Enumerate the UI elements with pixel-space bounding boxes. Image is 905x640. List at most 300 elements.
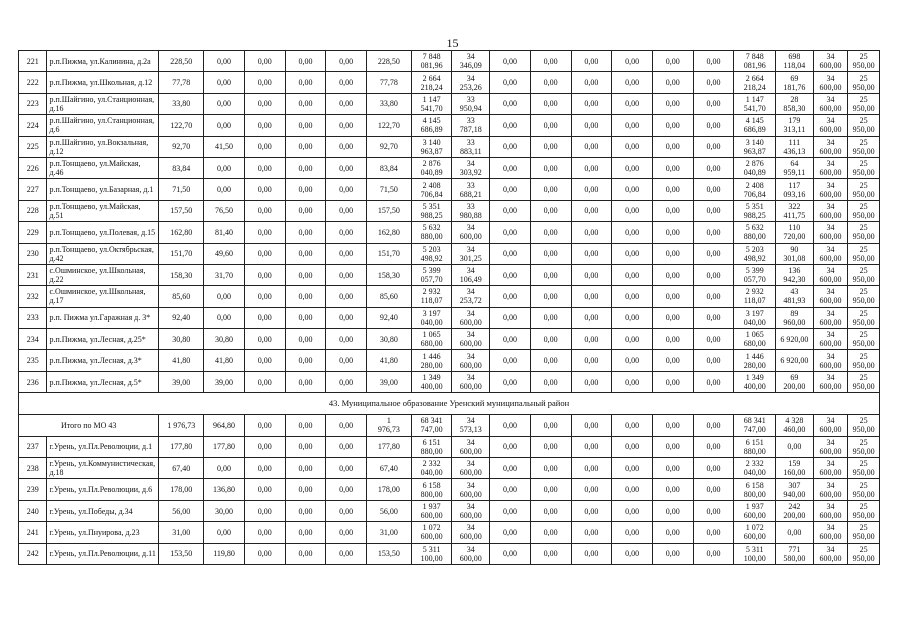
value-cell: 6 920,00: [776, 350, 814, 371]
value-cell: 67,40: [159, 458, 204, 479]
value-cell: 5 632 880,00: [734, 222, 776, 243]
value-cell: 1 072 600,00: [734, 522, 776, 543]
row-number: 241: [19, 522, 47, 543]
address-cell: г.Урень, ул.Пнуирова, д.23: [47, 522, 159, 543]
row-number: 235: [19, 350, 47, 371]
value-cell: 0,00: [652, 500, 693, 521]
value-cell: 0,00: [326, 200, 367, 221]
value-cell: 34 600,00: [452, 500, 490, 521]
value-cell: 177,80: [204, 436, 245, 457]
value-cell: 0,00: [530, 286, 571, 307]
row-number: 232: [19, 286, 47, 307]
row-number: 227: [19, 179, 47, 200]
value-cell: 0,00: [326, 222, 367, 243]
value-cell: 0,00: [530, 136, 571, 157]
value-cell: 0,00: [693, 243, 734, 264]
value-cell: 1 065 680,00: [734, 329, 776, 350]
value-cell: 0,00: [530, 93, 571, 114]
value-cell: 0,00: [490, 222, 531, 243]
value-cell: 25 950,00: [848, 307, 880, 328]
table-row: [19, 157, 880, 178]
value-cell: 0,00: [652, 222, 693, 243]
address-cell: р.п.Тонщаево, ул.Майская, д.51: [47, 200, 159, 221]
value-cell: 69 181,76: [776, 72, 814, 93]
table-row: [19, 329, 880, 350]
value-cell: 0,00: [530, 51, 571, 72]
value-cell: 6 920,00: [776, 329, 814, 350]
value-cell: 0,00: [204, 157, 245, 178]
value-cell: 178,00: [367, 479, 412, 500]
value-cell: 177,80: [367, 436, 412, 457]
value-cell: 0,00: [693, 479, 734, 500]
value-cell: 0,00: [693, 436, 734, 457]
value-cell: 0,00: [490, 329, 531, 350]
value-cell: 162,80: [367, 222, 412, 243]
value-cell: 2 332 040,00: [734, 458, 776, 479]
address-cell: р.п.Тонщаево, ул.Майская, д.46: [47, 157, 159, 178]
value-cell: 0,00: [612, 222, 653, 243]
table-row: [19, 479, 880, 500]
value-cell: 5 203 498,92: [411, 243, 452, 264]
value-cell: 0,00: [612, 286, 653, 307]
value-cell: 25 950,00: [848, 543, 880, 564]
table-row: [19, 436, 880, 457]
value-cell: 34 600,00: [813, 157, 848, 178]
value-cell: 0,00: [326, 500, 367, 521]
value-cell: 0,00: [326, 157, 367, 178]
value-cell: 0,00: [490, 371, 531, 392]
value-cell: 0,00: [571, 543, 612, 564]
address-cell: р.п.Пижма, ул.Лесная, д.3*: [47, 350, 159, 371]
address-cell: р.п.Тонщаево, ул.Полевая, д.15: [47, 222, 159, 243]
value-cell: 0,00: [612, 307, 653, 328]
value-cell: 0,00: [244, 51, 285, 72]
value-cell: 0,00: [326, 436, 367, 457]
value-cell: 0,00: [693, 115, 734, 136]
value-cell: 136,80: [204, 479, 245, 500]
value-cell: 0,00: [693, 93, 734, 114]
value-cell: 0,00: [490, 51, 531, 72]
value-cell: 0,00: [490, 179, 531, 200]
value-cell: 49,60: [204, 243, 245, 264]
value-cell: 25 950,00: [848, 500, 880, 521]
total-value-cell: 0,00: [326, 415, 367, 436]
value-cell: 92,40: [159, 307, 204, 328]
table-row: [19, 350, 880, 371]
value-cell: 0,00: [530, 479, 571, 500]
value-cell: 0,00: [571, 157, 612, 178]
value-cell: 0,00: [285, 350, 326, 371]
value-cell: 0,00: [571, 329, 612, 350]
value-cell: 5 311 100,00: [734, 543, 776, 564]
value-cell: 158,30: [367, 264, 412, 285]
value-cell: 41,80: [204, 350, 245, 371]
value-cell: 34 600,00: [813, 179, 848, 200]
value-cell: 0,00: [285, 243, 326, 264]
value-cell: 0,00: [571, 222, 612, 243]
value-cell: 34 600,00: [813, 436, 848, 457]
value-cell: 31,70: [204, 264, 245, 285]
value-cell: 0,00: [244, 157, 285, 178]
total-label: Итого по МО 43: [19, 415, 159, 436]
value-cell: 162,80: [159, 222, 204, 243]
section-header-group: [19, 393, 880, 415]
housing-table: [18, 50, 880, 565]
total-value-cell: 34 600,00: [813, 415, 848, 436]
value-cell: 7 848 081,96: [734, 51, 776, 72]
value-cell: 0,00: [326, 350, 367, 371]
value-cell: 0,00: [326, 115, 367, 136]
value-cell: 0,00: [530, 458, 571, 479]
value-cell: 0,00: [530, 115, 571, 136]
value-cell: 0,00: [244, 307, 285, 328]
value-cell: 0,00: [244, 243, 285, 264]
value-cell: 0,00: [693, 136, 734, 157]
value-cell: 1 065 680,00: [411, 329, 452, 350]
total-value-cell: 68 341 747,00: [734, 415, 776, 436]
value-cell: 0,00: [244, 136, 285, 157]
value-cell: 34 600,00: [813, 350, 848, 371]
value-cell: 1 349 400,00: [734, 371, 776, 392]
value-cell: 0,00: [652, 350, 693, 371]
address-cell: р.п.Шайгино, ул.Станционная, д.6: [47, 115, 159, 136]
table-row: [19, 500, 880, 521]
value-cell: 33,80: [367, 93, 412, 114]
value-cell: 0,00: [571, 136, 612, 157]
value-cell: 0,00: [571, 93, 612, 114]
value-cell: 34 600,00: [452, 371, 490, 392]
value-cell: 0,00: [490, 264, 531, 285]
address-cell: г.Урень, ул.Пл.Революции, д.6: [47, 479, 159, 500]
value-cell: 25 950,00: [848, 243, 880, 264]
value-cell: 0,00: [285, 329, 326, 350]
total-value-cell: 0,00: [693, 415, 734, 436]
value-cell: 34 600,00: [813, 458, 848, 479]
value-cell: 34 303,92: [452, 157, 490, 178]
total-value-cell: 0,00: [530, 415, 571, 436]
value-cell: 89 960,00: [776, 307, 814, 328]
value-cell: 34 253,26: [452, 72, 490, 93]
value-cell: 5 632 880,00: [411, 222, 452, 243]
value-cell: 3 140 963,87: [411, 136, 452, 157]
value-cell: 83,84: [159, 157, 204, 178]
address-cell: р.п.Пижма, ул.Школьная, д.12: [47, 72, 159, 93]
value-cell: 71,50: [367, 179, 412, 200]
address-cell: г.Урень, ул.Победы, д.34: [47, 500, 159, 521]
value-cell: 2 332 040,00: [411, 458, 452, 479]
row-number: 224: [19, 115, 47, 136]
value-cell: 6 151 880,00: [734, 436, 776, 457]
value-cell: 0,00: [693, 72, 734, 93]
value-cell: 0,00: [326, 286, 367, 307]
value-cell: 117 093,16: [776, 179, 814, 200]
value-cell: 0,00: [571, 72, 612, 93]
row-number: 238: [19, 458, 47, 479]
value-cell: 0,00: [571, 286, 612, 307]
table-row: [19, 543, 880, 564]
value-cell: 0,00: [571, 307, 612, 328]
value-cell: 39,00: [367, 371, 412, 392]
value-cell: 0,00: [693, 264, 734, 285]
value-cell: 153,50: [367, 543, 412, 564]
value-cell: 0,00: [326, 329, 367, 350]
value-cell: 0,00: [571, 51, 612, 72]
value-cell: 0,00: [693, 522, 734, 543]
value-cell: 34 600,00: [813, 51, 848, 72]
value-cell: 34 346,09: [452, 51, 490, 72]
value-cell: 0,00: [285, 307, 326, 328]
value-cell: 5 399 057,70: [734, 264, 776, 285]
row-number: 229: [19, 222, 47, 243]
value-cell: 0,00: [326, 136, 367, 157]
value-cell: 0,00: [612, 350, 653, 371]
value-cell: 25 950,00: [848, 286, 880, 307]
value-cell: 1 147 541,70: [734, 93, 776, 114]
value-cell: 64 959,11: [776, 157, 814, 178]
value-cell: 122,70: [367, 115, 412, 136]
value-cell: 0,00: [612, 500, 653, 521]
total-value-cell: 0,00: [612, 415, 653, 436]
value-cell: 0,00: [571, 115, 612, 136]
value-cell: 0,00: [612, 72, 653, 93]
row-number: 222: [19, 72, 47, 93]
value-cell: 34 600,00: [813, 479, 848, 500]
value-cell: 0,00: [530, 522, 571, 543]
value-cell: 56,00: [367, 500, 412, 521]
value-cell: 30,00: [204, 500, 245, 521]
value-cell: 2 664 218,24: [411, 72, 452, 93]
value-cell: 0,00: [285, 179, 326, 200]
value-cell: 0,00: [285, 72, 326, 93]
value-cell: 119,80: [204, 543, 245, 564]
value-cell: 0,00: [244, 115, 285, 136]
value-cell: 0,00: [530, 72, 571, 93]
row-number: 223: [19, 93, 47, 114]
address-cell: с.Ошминское, ул.Школьная, д.22: [47, 264, 159, 285]
value-cell: 81,40: [204, 222, 245, 243]
value-cell: 31,00: [367, 522, 412, 543]
value-cell: 0,00: [530, 200, 571, 221]
value-cell: 698 118,04: [776, 51, 814, 72]
value-cell: 0,00: [204, 51, 245, 72]
value-cell: 0,00: [490, 500, 531, 521]
value-cell: 0,00: [571, 479, 612, 500]
value-cell: 0,00: [612, 522, 653, 543]
value-cell: 0,00: [612, 243, 653, 264]
value-cell: 5 203 498,92: [734, 243, 776, 264]
value-cell: 157,50: [367, 200, 412, 221]
value-cell: 34 600,00: [813, 93, 848, 114]
value-cell: 56,00: [159, 500, 204, 521]
value-cell: 1 349 400,00: [411, 371, 452, 392]
value-cell: 0,00: [244, 329, 285, 350]
value-cell: 0,00: [652, 115, 693, 136]
value-cell: 5 351 988,25: [411, 200, 452, 221]
value-cell: 0,00: [244, 500, 285, 521]
value-cell: 0,00: [612, 543, 653, 564]
value-cell: 34 600,00: [813, 543, 848, 564]
value-cell: 34 600,00: [813, 243, 848, 264]
value-cell: 39,00: [159, 371, 204, 392]
total-value-cell: 964,80: [204, 415, 245, 436]
value-cell: 157,50: [159, 200, 204, 221]
value-cell: 0,00: [490, 72, 531, 93]
value-cell: 178,00: [159, 479, 204, 500]
value-cell: 25 950,00: [848, 200, 880, 221]
table-row: [19, 51, 880, 72]
value-cell: 0,00: [612, 115, 653, 136]
table-body-bottom: [19, 436, 880, 564]
total-value-cell: 0,00: [490, 415, 531, 436]
value-cell: 0,00: [571, 200, 612, 221]
value-cell: 0,00: [244, 93, 285, 114]
address-cell: р.п.Пижма, ул.Калинина, д.2а: [47, 51, 159, 72]
value-cell: 0,00: [530, 371, 571, 392]
table-row: [19, 307, 880, 328]
value-cell: 0,00: [490, 243, 531, 264]
value-cell: 0,00: [285, 286, 326, 307]
value-cell: 25 950,00: [848, 329, 880, 350]
value-cell: 0,00: [652, 93, 693, 114]
value-cell: 34 600,00: [813, 222, 848, 243]
value-cell: 0,00: [693, 329, 734, 350]
value-cell: 34 301,25: [452, 243, 490, 264]
value-cell: 0,00: [612, 329, 653, 350]
value-cell: 0,00: [693, 371, 734, 392]
value-cell: 41,80: [159, 350, 204, 371]
value-cell: 0,00: [285, 543, 326, 564]
value-cell: 0,00: [612, 436, 653, 457]
value-cell: 0,00: [326, 93, 367, 114]
value-cell: 0,00: [530, 329, 571, 350]
value-cell: 34 600,00: [452, 543, 490, 564]
value-cell: 0,00: [652, 51, 693, 72]
value-cell: 0,00: [490, 307, 531, 328]
value-cell: 41,50: [204, 136, 245, 157]
value-cell: 0,00: [612, 93, 653, 114]
value-cell: 0,00: [244, 479, 285, 500]
value-cell: 25 950,00: [848, 458, 880, 479]
row-number: 225: [19, 136, 47, 157]
value-cell: 179 313,11: [776, 115, 814, 136]
value-cell: 0,00: [326, 458, 367, 479]
value-cell: 0,00: [285, 93, 326, 114]
total-row: [19, 415, 880, 436]
value-cell: 25 950,00: [848, 179, 880, 200]
value-cell: 0,00: [244, 200, 285, 221]
table-row: [19, 286, 880, 307]
value-cell: 34 600,00: [452, 307, 490, 328]
table-row: [19, 72, 880, 93]
value-cell: 0,00: [326, 72, 367, 93]
value-cell: 0,00: [244, 543, 285, 564]
value-cell: 177,80: [159, 436, 204, 457]
total-value-cell: 25 950,00: [848, 415, 880, 436]
value-cell: 0,00: [530, 436, 571, 457]
value-cell: 25 950,00: [848, 350, 880, 371]
row-number: 242: [19, 543, 47, 564]
total-value-cell: 68 341 747,00: [411, 415, 452, 436]
value-cell: 25 950,00: [848, 115, 880, 136]
value-cell: 0,00: [612, 136, 653, 157]
table-row: [19, 371, 880, 392]
row-number: 240: [19, 500, 47, 521]
address-cell: р.п.Пижма, ул.Лесная, д.25*: [47, 329, 159, 350]
value-cell: 0,00: [285, 436, 326, 457]
value-cell: 0,00: [244, 522, 285, 543]
value-cell: 3 197 040,00: [411, 307, 452, 328]
value-cell: 0,00: [326, 543, 367, 564]
value-cell: 92,70: [159, 136, 204, 157]
value-cell: 0,00: [490, 543, 531, 564]
value-cell: 0,00: [571, 243, 612, 264]
page-number: 15: [446, 36, 459, 50]
value-cell: 0,00: [530, 307, 571, 328]
value-cell: 6 158 800,00: [411, 479, 452, 500]
value-cell: 0,00: [244, 179, 285, 200]
value-cell: 0,00: [571, 458, 612, 479]
value-cell: 0,00: [693, 222, 734, 243]
value-cell: 228,50: [367, 51, 412, 72]
value-cell: 34 600,00: [813, 371, 848, 392]
value-cell: 34 600,00: [813, 286, 848, 307]
value-cell: 0,00: [285, 264, 326, 285]
address-cell: р.п.Пижма, ул.Лесная, д.5*: [47, 371, 159, 392]
total-value-cell: 0,00: [652, 415, 693, 436]
value-cell: 0,00: [204, 72, 245, 93]
value-cell: 83,84: [367, 157, 412, 178]
value-cell: 0,00: [530, 500, 571, 521]
value-cell: 153,50: [159, 543, 204, 564]
value-cell: 0,00: [693, 157, 734, 178]
value-cell: 0,00: [571, 179, 612, 200]
value-cell: 0,00: [490, 136, 531, 157]
value-cell: 0,00: [204, 93, 245, 114]
address-cell: с.Ошминское, ул.Школьная, д.17: [47, 286, 159, 307]
value-cell: 30,80: [367, 329, 412, 350]
value-cell: 33 883,11: [452, 136, 490, 157]
value-cell: 0,00: [285, 136, 326, 157]
value-cell: 0,00: [776, 522, 814, 543]
value-cell: 67,40: [367, 458, 412, 479]
value-cell: 0,00: [490, 350, 531, 371]
value-cell: 34 106,49: [452, 264, 490, 285]
value-cell: 2 876 040,89: [734, 157, 776, 178]
value-cell: 0,00: [652, 200, 693, 221]
value-cell: 0,00: [204, 522, 245, 543]
value-cell: 31,00: [159, 522, 204, 543]
address-cell: р.п.Тонщаево, ул.Октябрьская, д.42: [47, 243, 159, 264]
value-cell: 34 600,00: [813, 115, 848, 136]
value-cell: 0,00: [530, 264, 571, 285]
value-cell: 0,00: [693, 500, 734, 521]
value-cell: 34 600,00: [452, 458, 490, 479]
value-cell: 5 399 057,70: [411, 264, 452, 285]
value-cell: 33,80: [159, 93, 204, 114]
value-cell: 0,00: [652, 436, 693, 457]
value-cell: 0,00: [326, 51, 367, 72]
value-cell: 0,00: [652, 371, 693, 392]
value-cell: 0,00: [776, 436, 814, 457]
value-cell: 0,00: [285, 200, 326, 221]
value-cell: 0,00: [612, 200, 653, 221]
value-cell: 0,00: [612, 479, 653, 500]
value-cell: 34 600,00: [813, 264, 848, 285]
total-value-cell: 34 573,13: [452, 415, 490, 436]
value-cell: 0,00: [652, 243, 693, 264]
value-cell: 159 160,00: [776, 458, 814, 479]
value-cell: 0,00: [612, 179, 653, 200]
